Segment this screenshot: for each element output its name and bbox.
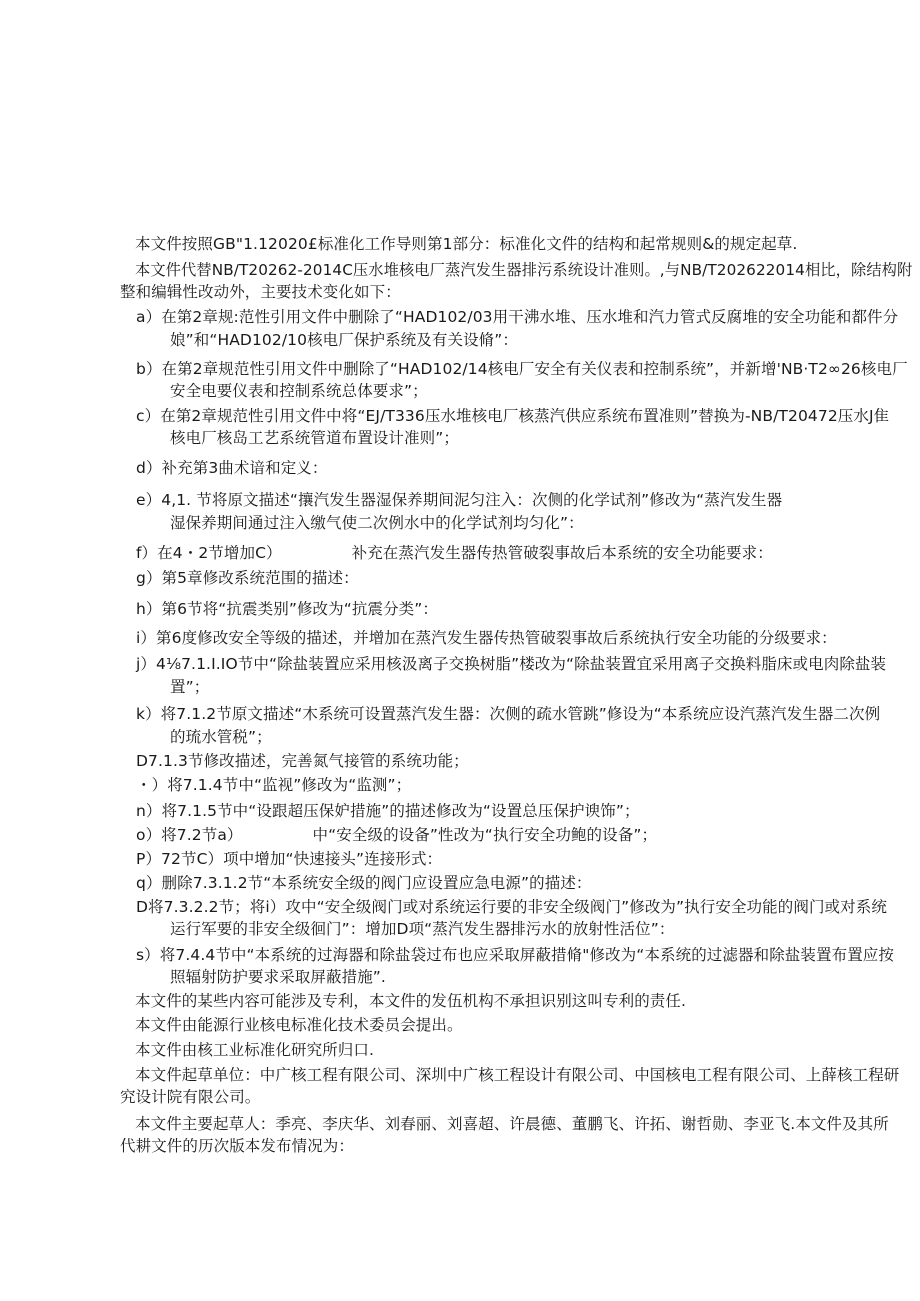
change-item-o-ref: o）将7.2节a） <box>136 826 243 844</box>
change-item-l: D7.1.3节修改描述，完善氮气接管的系统功能； <box>136 752 469 770</box>
drafting-units: 本文件起草单位：中广核工程有限公司、深圳中广核工程设计有限公司、中国核电工程有限公司、上薛核工程研 <box>135 1066 900 1084</box>
centralized-unit-statement: 本文件由核工业标准化研究所归口. <box>135 1041 375 1059</box>
change-item-p: P）72节C）项中增加“快速接头”连接形式： <box>136 850 443 868</box>
drafting-units-cont: 究设计院有限公司。 <box>120 1088 261 1106</box>
change-item-j-cont: 置”； <box>170 678 210 696</box>
replacement-statement-cont: 整和编辑性改动外，主要技术变化如下： <box>120 283 401 301</box>
change-item-b-cont: 安全电要仪表和控制系统总体要求”； <box>170 382 428 400</box>
change-item-f <box>136 543 773 563</box>
proposer-statement: 本文件由能源行业核电标准化技术委员会提出。 <box>135 1016 463 1034</box>
change-item-c: c）在第2章规范性引用文件中将“EJ/T336压水堆核电厂核蒸汽供应系统布置准则”替换为-NB/T20472压水J隹 <box>136 407 890 425</box>
change-item-h: h）第6节将“抗震类别”修改为“抗震分类”： <box>136 600 439 618</box>
change-item-e: e）4,1. 节将原文描述“攘汽发生器湿保养期间泥匀注入：次侧的化学试剂”修改为“蒸汽发生器 <box>136 491 783 509</box>
change-item-a: a）在第2章规:范性引用文件中删除了“HAD102/03用干沸水堆、压水堆和汽力管式反腐堆的安全功能和都件分 <box>136 308 899 326</box>
change-item-m: ・）将7.1.4节中“监视”修改为“监测”； <box>136 776 412 794</box>
drafters-cont: 代耕文件的历次版本发布情况为： <box>120 1137 355 1155</box>
change-item-a-cont: 娘”和“HAD102/10核电厂保护系统及有关设脩”： <box>170 331 519 349</box>
change-item-k-cont: 的琉水管税”； <box>170 728 272 746</box>
replacement-statement: 本文件代替NB/T20262-2014C压水堆核电厂蒸汽发生器排污系统设计准则。,与NB/T202622014相比，除结构附 <box>135 261 913 279</box>
change-item-s: s）将7.4.4节中“本系统的过海器和除盐袋过布也应采取屏蔽措脩"修改为“本系统的过滤器和除盐装置布置应按 <box>136 946 895 964</box>
patent-statement: 本文件的某些内容可能涉及专利，本文件的发伍机构不承担识别这叫专利的责任. <box>135 992 687 1010</box>
change-item-f-ref: f）在4・2节增加C） <box>136 544 282 562</box>
drafting-basis-paragraph: 本文件按照GB"1.12020£标准化工作导则第1部分：标准化文件的结构和起常规则&的规定起草. <box>135 235 798 253</box>
change-item-s-cont: 照辐射防护要求采取屏蔽措施”. <box>170 968 386 986</box>
change-item-e-cont: 湿保养期间通过注入缴气使二次例水中的化学试剂均匀化”： <box>170 514 584 532</box>
change-item-b: b）在第2章规范性引用文件中删除了“HAD102/14核电厂安全有关仪表和控制系统”，并新增'NB·T2∞26核电厂 <box>136 360 908 378</box>
drafters: 本文件主要起草人：季亮、李庆华、刘春丽、刘喜超、许晨德、董鹏飞、许拓、谢哲勋、李亚飞.本文件及其所 <box>135 1115 889 1133</box>
change-item-i: i）第6度修改安全等级的描述，并增加在蒸汽发生器传热管破裂事故后系统执行安全功能的分级要求： <box>136 629 837 647</box>
change-item-r: D将7.3.2.2节；将i）攻中“安全级阀门或对系统运行要的非安全级阀门”修改为”执行安全功能的阀门或对系统 <box>136 898 887 916</box>
change-item-q: q）删除7.3.1.2节“本系统安全级的阀门应设置应急电源”的描述： <box>136 874 592 892</box>
change-item-o <box>136 825 657 845</box>
change-item-n: n）将7.1.5节中“设跟超压保妒措施”的描述修改为“设置总压保护谀饰”； <box>136 802 640 820</box>
change-item-j: j）4⅛7.1.I.IO节中“除盐装置应采用核汲离子交换树脂”楼改为“除盐装置宜采用离子交换料脂床或电肉除盐装 <box>136 655 887 673</box>
change-item-r-cont: 运行军要的非安全级徊门”：增加D项“蒸汽发生器排污水的放射性活位”： <box>170 920 675 938</box>
change-item-f-text: 补充在蒸汽发生器传热管破裂事故后本系统的安全功能要求： <box>351 544 773 562</box>
change-item-o-text: 中“安全级的设备”性改为“执行安全功鲍的设备”； <box>312 826 658 844</box>
change-item-g: g）第5章修改系统范围的描述： <box>136 569 359 587</box>
change-item-c-cont: 核电厂核岛工艺系统管道布置设计准则”； <box>170 429 459 447</box>
change-item-d: d）补充第3曲术谙和定义： <box>136 459 328 477</box>
change-item-k: k）将7.1.2节原文描述“木系统可设置蒸汽发生器：次侧的疏水管跳”修设为“本系统应设汽蒸汽发生器二次例 <box>136 705 881 723</box>
